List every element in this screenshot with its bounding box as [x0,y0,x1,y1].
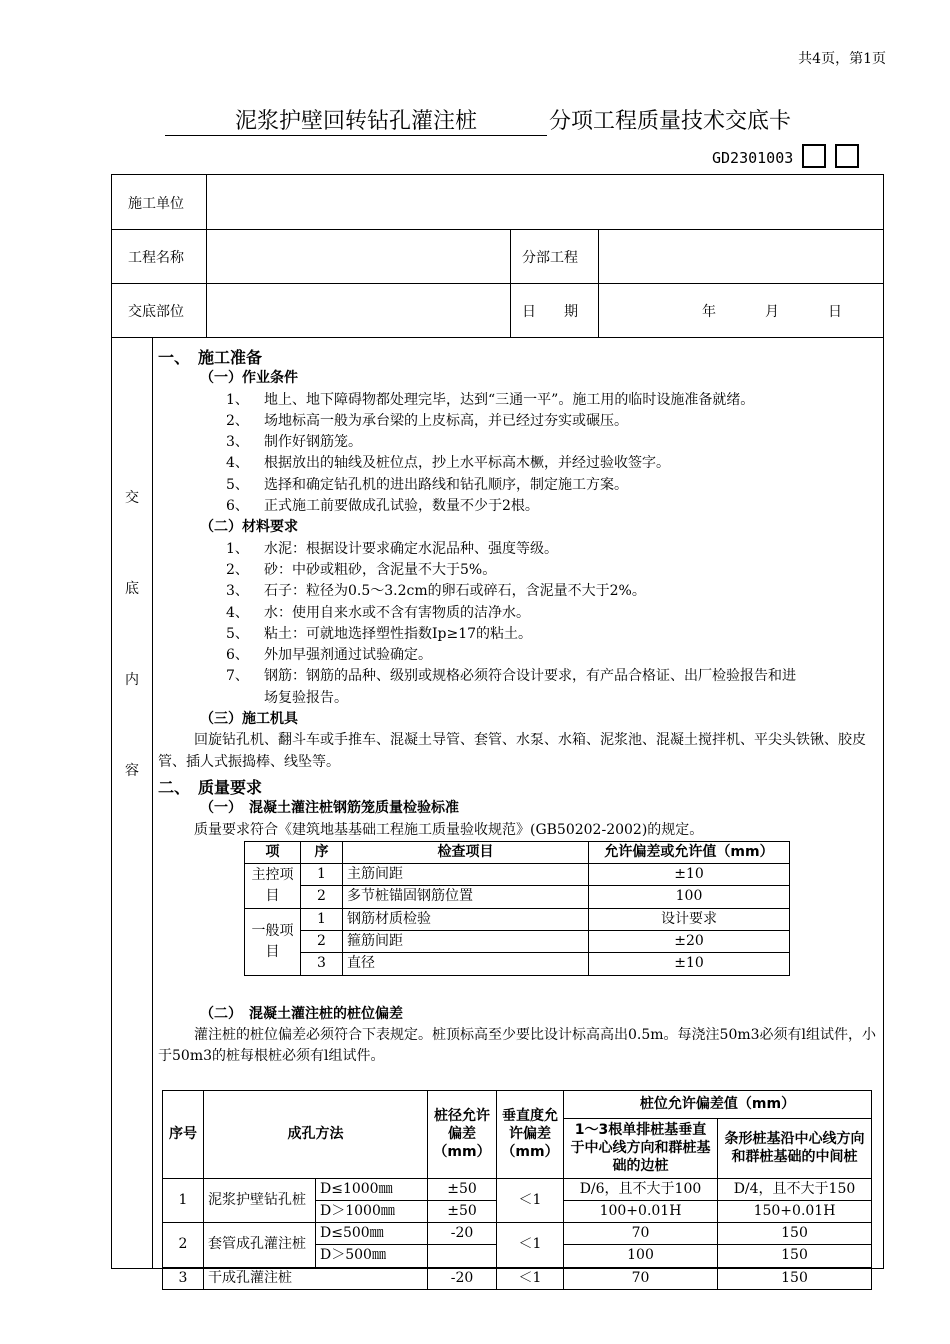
pile-position-text: 灌注桩的桩位偏差必须符合下表规定。桩顶标高至少要比设计标高高出0.5m。每浇注50m3必须有l组试件，小于50m3的桩每根桩必须有l组试件。 [158,1026,877,1065]
page-number: 共4页，第1页 [798,51,886,67]
list-item-number: 5、 [226,625,249,642]
input-sub-project[interactable] [602,231,878,281]
list-item-text: 地上、地下障碍物都处理完毕，达到“三通一平”。施工用的临时设施准备就绪。 [264,391,755,408]
quality-text: 质量要求符合《建筑地基基础工程施工质量验收规范》(GB50202-2002)的规定。 [194,821,704,838]
vertical-tolerance: ＜1 [497,1267,564,1289]
list-item-number: 3、 [226,434,249,451]
list-item-number: 4、 [226,455,249,472]
dia-tolerance: -20 [428,1223,497,1245]
checkbox-2[interactable] [835,144,859,168]
checkbox-1[interactable] [802,144,826,168]
title-suffix: 分项工程质量技术交底卡 [549,109,792,134]
document-code [712,144,859,168]
section-title: 二、 质量要求 [158,777,263,797]
check-item: 主筋间距 [343,864,589,886]
list-item-text: 选择和确定钻孔机的进出路线和钻孔顺序，制定施工方案。 [264,476,628,493]
table-row [163,1223,872,1245]
list-item [158,411,884,432]
section-title: 一、 施工准备 [158,348,263,367]
document-title [165,104,791,136]
list-item-continuation: 场复验报告。 [264,689,348,706]
list-item-text: 钢筋：钢筋的品种、级别或规格必须符合设计要求，有产品合格证、出厂检验报告和进 [264,668,796,685]
subsection-title: （二）材料要求 [200,519,298,536]
list-item [158,496,884,517]
list-item [158,645,884,666]
list-item-number: 2、 [226,561,249,578]
form-frame [111,174,884,1286]
list-item-number: 1、 [226,391,249,408]
handover-content [158,343,884,1290]
subsection-title: （一）作业条件 [200,370,298,387]
list-item-number: 6、 [226,647,249,664]
check-item: 直径 [343,953,589,975]
list-item-text: 水泥：根据设计要求确定水泥品种、强度等级。 [264,540,558,557]
table-row [245,908,790,930]
dia-tolerance: -20 [428,1267,497,1289]
position-tolerance-1: 70 [564,1267,718,1289]
table-row [163,1178,872,1200]
table-header: 序号 [163,1090,204,1178]
dia-tolerance: ±50 [428,1178,497,1200]
dia-tolerance [428,1245,497,1267]
method: 干成孔灌注桩 [204,1267,428,1289]
dia-tolerance: ±50 [428,1200,497,1222]
table-header: 1～3根单排桩基垂直于中心线方向和群桩基础的边桩 [564,1118,718,1178]
row-no: 3 [301,953,343,975]
check-item: 箍筋间距 [343,931,589,953]
input-construction-unit[interactable] [210,177,878,227]
date-year: 年 [702,304,716,320]
list-item-number: 2、 [226,412,249,429]
list-item-text: 正式施工前要做成孔试验，数量不少于2根。 [264,498,539,515]
date-month: 月 [765,304,779,320]
table-row [163,1267,872,1289]
list-item-text: 外加早强剂通过试验确定。 [264,647,432,664]
row-no: 2 [163,1223,204,1268]
list-item-text: 粘土：可就地选择塑性指数Ip≥17的粘土。 [264,625,533,642]
condition: D＞500㎜ [316,1245,428,1267]
vertical-tolerance: ＜1 [497,1223,564,1268]
list-item-number: 5、 [226,476,249,493]
tolerance-value: 设计要求 [589,908,790,930]
label-project-name: 工程名称 [128,250,184,266]
tolerance-value: ±10 [589,953,790,975]
row-no: 2 [301,886,343,908]
position-tolerance-1: 100+0.01H [564,1200,718,1222]
check-item: 多节桩锚固钢筋位置 [343,886,589,908]
subsection-title: （三）施工机具 [200,711,298,728]
side-label-char: 内 [125,672,139,688]
list-item [158,624,884,645]
condition: D＞1000㎜ [316,1200,428,1222]
table-row [245,953,790,975]
subsection-title: （二） 混凝土灌注桩的桩位偏差 [200,1005,403,1022]
table-header: 成孔方法 [204,1090,428,1178]
list-item [158,453,884,474]
list-item [158,390,884,411]
code-text: GD2301003 [712,149,794,167]
list-item-text: 根据放出的轴线及桩位点，抄上水平标高木橛，并经过验收签字。 [264,455,670,472]
table-header: 项 [245,841,301,863]
tolerance-value: 100 [589,886,790,908]
group-label: 主控项目 [245,864,301,909]
list-item-text: 石子：粒径为0.5～3.2cm的卵石或碎石，含泥量不大于2%。 [264,583,646,600]
vertical-tolerance: ＜1 [497,1178,564,1223]
list-item [158,581,884,602]
position-tolerance-2: D/4，且不大于150 [718,1178,872,1200]
position-tolerance-1: D/6，且不大于100 [564,1178,718,1200]
tolerance-value: ±10 [589,864,790,886]
list-item [158,475,884,496]
subsection-title: （一） 混凝土灌注桩钢筋笼质量检验标准 [200,800,459,817]
side-label-char: 交 [125,490,139,506]
row-no: 1 [163,1178,204,1223]
list-item-number: 3、 [226,583,249,600]
method: 套管成孔灌注桩 [204,1223,316,1268]
label-handover-part: 交底部位 [128,304,184,320]
list-item-number: 4、 [226,604,249,621]
label-date: 日 期 [522,304,578,320]
list-item-number: 7、 [226,668,249,685]
check-item: 钢筋材质检验 [343,908,589,930]
table-header: 垂直度允许偏差（mm） [497,1090,564,1178]
list-item [158,539,884,560]
label-construction-unit: 施工单位 [128,196,184,212]
position-tolerance-1: 100 [564,1245,718,1267]
table-header: 允许偏差或允许值（mm） [589,841,790,863]
list-item-text: 制作好钢筋笼。 [264,434,362,451]
side-label-char: 底 [125,581,139,597]
table-row [245,864,790,886]
position-tolerance-2: 150+0.01H [718,1200,872,1222]
rebar-cage-table [244,841,790,976]
work-conditions-list [158,390,884,518]
row-no: 1 [301,908,343,930]
table-row [245,886,790,908]
row-no: 3 [163,1267,204,1289]
condition: D≤1000㎜ [316,1178,428,1200]
table-header: 桩径允许偏差（mm） [428,1090,497,1178]
list-item [158,603,884,624]
tools-text: 回旋钻孔机、翻斗车或手推车、混凝土导管、套管、水泵、水箱、泥浆池、混凝土搅拌机、平尖头铁锹、胶皮管、插人式振捣棒、线坠等。 [158,732,866,770]
list-item-text: 水：使用自来水或不含有害物质的洁净水。 [264,604,530,621]
label-sub-project: 分部工程 [522,250,578,266]
list-item [158,432,884,453]
list-item-number: 1、 [226,540,249,557]
pile-position-table [162,1090,872,1290]
row-no: 2 [301,931,343,953]
position-tolerance-2: 150 [718,1223,872,1245]
position-tolerance-1: 70 [564,1223,718,1245]
group-label: 一般项目 [245,908,301,975]
list-item [158,560,884,581]
table-header-row [245,841,790,863]
input-project-name[interactable] [210,231,506,281]
date-day: 日 [828,304,842,320]
list-item-text: 场地标高一般为承台梁的上皮标高，并已经过夯实或碾压。 [264,412,628,429]
list-item [158,666,884,687]
method: 泥浆护壁钻孔桩 [204,1178,316,1223]
position-tolerance-2: 150 [718,1267,872,1289]
row-no: 1 [301,864,343,886]
materials-list [158,539,884,688]
tolerance-value: ±20 [589,931,790,953]
title-project-name: 泥浆护壁回转钻孔灌注桩 [165,104,547,136]
table-header: 条形桩基沿中心线方向和群桩基础的中间桩 [718,1118,872,1178]
side-label-char: 容 [125,763,139,779]
position-tolerance-2: 150 [718,1245,872,1267]
table-header: 桩位允许偏差值（mm） [564,1090,872,1118]
table-header: 检查项目 [343,841,589,863]
list-item-text: 砂：中砂或粗砂，含泥量不大于5%。 [264,561,497,578]
table-row [245,931,790,953]
table-header: 序 [301,841,343,863]
list-item-number: 6、 [226,498,249,515]
input-handover-part[interactable] [210,285,506,335]
condition: D≤500㎜ [316,1223,428,1245]
